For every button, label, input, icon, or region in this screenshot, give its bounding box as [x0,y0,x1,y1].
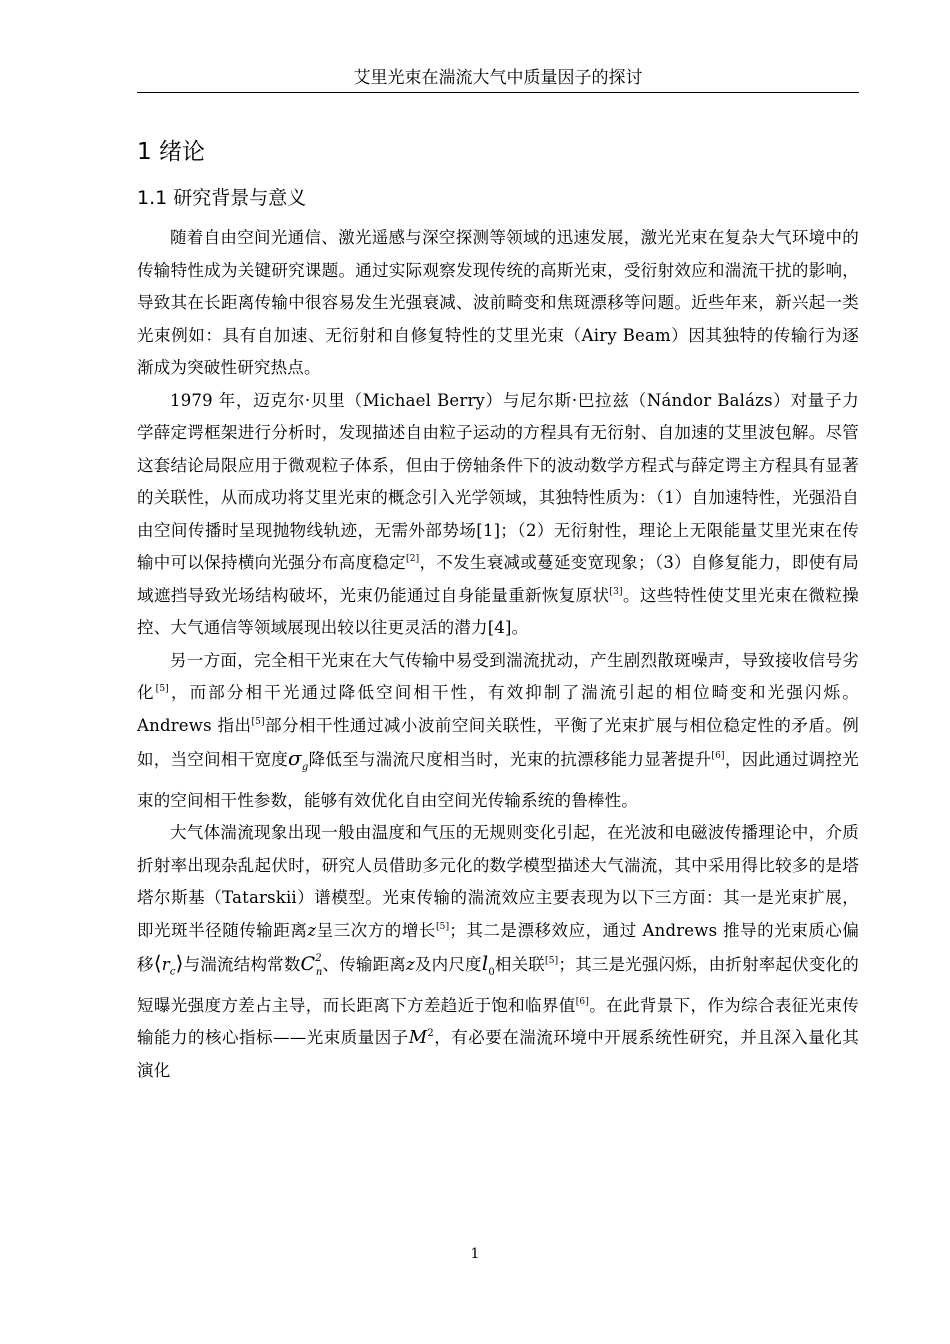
paragraph-2-text-2: ，不发生衰减或蔓延变宽现象；（3）自修复能力，即使有局域遮挡导致光场结构破坏，光束仍能通过自身能量重新恢复原状 [137,553,859,605]
header-divider [137,92,859,93]
sigma-symbol [288,746,309,773]
c-letter: C [300,953,316,975]
sigma-letter: σ [288,746,302,770]
paragraph-3 [137,645,859,818]
paragraph-4-text-9: 。在此背景下，作为综合表征光束传输能力的核心指标——光束质量因子 [137,995,860,1047]
paragraph-2-text-3: 。这些特性使艾里光束在微粒操控、大气通信等领域展现出较以往更灵活的潜力[4]。 [137,585,859,637]
citation-5d: [5] [545,956,559,966]
paragraph-4-text-2: 呈三次方的增长 [316,920,436,940]
chapter-title: 1 绪论 [137,139,205,165]
paragraph-1: 随着自由空间光通信、激光遥感与深空探测等领域的迅速发展，激光光束在复杂大气环境中的传输特性成为关键研究课题。通过实际观察发现传统的高斯光束，受衍射效应和湍流干扰的影响，导致其在长距离传输中很容易发生光强衰减、波前畸变和焦斑漂移等问题。近些年来，新兴起一类光束例如：具有自加速、无衍射和自修复特性的艾里光束（Airy Beam）因其独特的传输行为逐渐成为突破性研究热点。 [137,228,859,377]
paragraph-4-text-7: 相关联 [494,955,546,974]
paragraph-4-text-10: ，有必要在湍流环境中开展系统性研究，并且深入量化其演化 [137,1028,860,1080]
paragraph-2 [137,385,859,645]
paragraph-3-text-1: 另一方面，完全相干光束在大气传输中易受到湍流扰动，产生剧烈散斑噪声，导致接收信号劣化 [137,650,859,702]
l-subscript: 0 [488,967,495,978]
paragraph-2-text-1: 1979 年，迈克尔·贝里（Michael Berry）与尼尔斯·巴拉兹（Nándor Balázs）对量子力学薛定谔框架进行分析时，发现描述自由粒子运动的方程具有无衍射、自加速的艾里波包解。尽管这套结论局限应用于微观粒子体系，但由于傍轴条件下的波动数学方程式与薛定谔主方程具有显著的关联性，从而成功将艾里光束的概念引入光学领域，其独特性质为：（1）自加速特性，光强沿自由空间传播时呈现抛物线轨迹，无需外部势场[1]；（2）无衍射性，理论上无限能量艾里光束在传输中可以保持横向光强分布高度稳定 [137,390,859,572]
left-angle-bracket: ⟨ [153,951,162,975]
citation-6: [6] [711,751,725,761]
citation-2: [2] [405,554,420,564]
paragraph-4-text-3: ；其二是漂移效应，通过 Andrews 推导的光束质心偏移 [137,920,860,974]
m2-symbol [409,1027,434,1048]
paragraph-4 [137,817,859,1087]
c-subscript: n [315,966,323,978]
z-symbol-1: z [307,920,317,940]
l-letter: l [481,951,489,975]
citation-6b: [6] [575,996,590,1007]
section-title: 1.1 研究背景与意义 [137,187,307,209]
paragraph-4-text-1: 大气体湍流现象出现一般由温度和气压的无规则变化引起，在光波和电磁波传播理论中，介质折射率出现杂乱起伏时，研究人员借助多元化的数学模型描述大气湍流，其中采用得比较多的是塔塔尔斯基（Tatarskii）谱模型。光束传输的湍流效应主要表现为以下三方面：其一是光束扩展，即光斑半径随传输距离 [137,823,859,940]
centroid-symbol [153,951,184,978]
sigma-subscript: g [301,762,309,773]
paragraph-4-text-6: 及内尺度 [414,955,482,974]
paragraph-3-text-3: 部分相干性通过减小波前空间关联性，平衡了光束扩展与相位稳定性的矛盾。例如，当空间相干宽度 [137,715,860,769]
m-superscript: 2 [427,1028,434,1039]
citation-5b: [5] [251,716,265,727]
paragraph-3-text-5: ，因此通过调控光束的空间相干性参数，能够有效优化自由空间光传输系统的鲁棒性。 [137,750,859,810]
paragraph-4-text-4: 与湍流结构常数 [183,955,301,974]
right-angle-bracket: ⟩ [175,951,184,975]
m-letter: M [408,1027,428,1048]
citation-5c: [5] [435,921,450,932]
r-subscript: c [169,966,176,978]
paragraph-4-text-8: ；其三是光强闪烁，由折射率起伏变化的短曝光强度方差占主导，而长距离下方差趋近于饱和临界值 [137,955,859,1015]
z-symbol-2: z [406,955,415,974]
body-text [137,222,859,1087]
c-superscript: 2 [315,953,322,964]
r-letter: r [161,955,170,974]
running-header: 艾里光束在湍流大气中质量因子的探讨 [353,68,643,88]
citation-5a: [5] [155,684,170,694]
citation-3: [3] [609,586,623,597]
l0-symbol [481,951,495,978]
paragraph-3-text-2: ，而部分相干光通过降低空间相干性，有效抑制了湍流引起的相位畸变和光强闪烁。Andrews 指出 [137,683,859,735]
paragraph-4-text-5: 、传输距离 [322,955,407,974]
page-number: 1 [470,1246,480,1262]
cn2-symbol [300,953,323,978]
paragraph-3-text-4: 降低至与湍流尺度相当时，光束的抗漂移能力显著提升 [308,750,712,769]
